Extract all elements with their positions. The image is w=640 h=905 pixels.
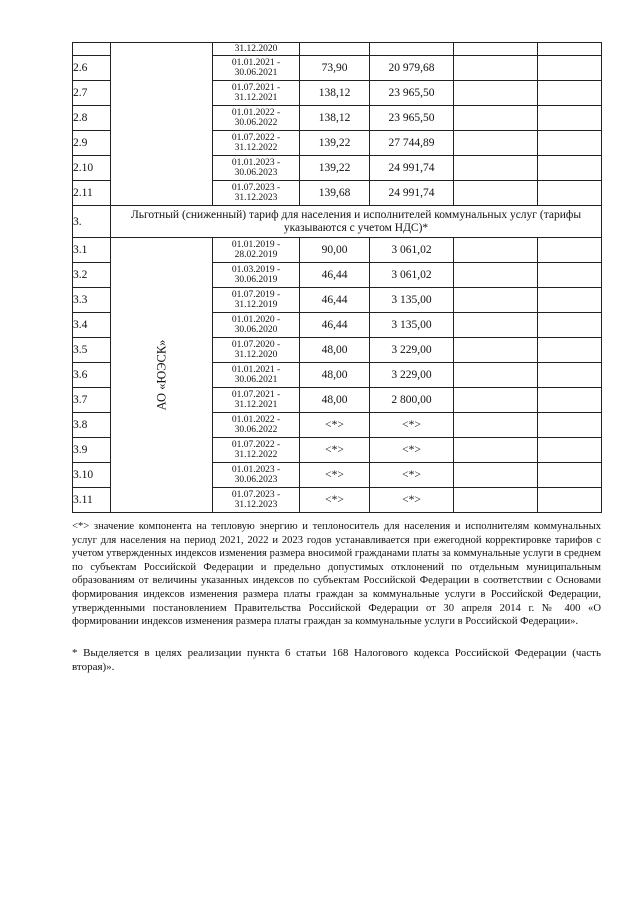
row-empty-cell: [538, 288, 602, 313]
tariff-table-bottom-section: [73, 238, 602, 513]
row-number: 3.9: [73, 438, 111, 463]
row-empty-cell: [538, 313, 602, 338]
row-number: 2.6: [73, 56, 111, 81]
row-value-1: <*>: [300, 488, 370, 513]
row-period: 01.07.2019 - 31.12.2019: [213, 288, 300, 313]
row-value-2: <*>: [370, 488, 454, 513]
row-period: 01.01.2022 - 30.06.2022: [213, 413, 300, 438]
organization-cell: [111, 238, 213, 513]
row-number: 3.4: [73, 313, 111, 338]
row-period: 01.01.2020 - 30.06.2020: [213, 313, 300, 338]
row-value-1: 48,00: [300, 363, 370, 388]
row-empty-cell: [454, 388, 538, 413]
row-number: 3.5: [73, 338, 111, 363]
row-empty-cell: [454, 313, 538, 338]
footnote-vat: * Выделяется в целях реализации пункта 6 статьи 168 Налогового кодекса Российской Федерации (часть вторая)».: [72, 646, 601, 673]
row-value-1: 139,22: [300, 156, 370, 181]
row-period: 01.07.2022 - 31.12.2022: [213, 131, 300, 156]
row-period: 01.01.2021 - 30.06.2021: [213, 56, 300, 81]
row-empty-cell: [454, 131, 538, 156]
row-empty-cell: [538, 413, 602, 438]
row-empty-cell: [454, 288, 538, 313]
row-value-1: 46,44: [300, 288, 370, 313]
row-empty-cell: [538, 43, 602, 56]
row-number: 3.6: [73, 363, 111, 388]
organization-cell: [111, 43, 213, 206]
row-period: 01.01.2023 - 30.06.2023: [213, 156, 300, 181]
row-number: 2.9: [73, 131, 111, 156]
row-period: 01.07.2023 - 31.12.2023: [213, 181, 300, 206]
row-period: 01.01.2023 - 30.06.2023: [213, 463, 300, 488]
row-empty-cell: [454, 363, 538, 388]
organization-name: АО «ЮЭСК»: [154, 339, 168, 411]
row-number: 2.11: [73, 181, 111, 206]
row-empty-cell: [454, 438, 538, 463]
row-period: 31.12.2020: [213, 43, 300, 56]
row-value-1: <*>: [300, 413, 370, 438]
row-value-1: 138,12: [300, 106, 370, 131]
section-3-title: Льготный (сниженный) тариф для населения и исполнителей коммунальных услуг (тарифы указываются с учетом НДС)*: [111, 206, 602, 238]
tariff-table: [72, 42, 602, 513]
row-empty-cell: [538, 238, 602, 263]
row-period: 01.03.2019 - 30.06.2019: [213, 263, 300, 288]
table-row: [73, 238, 602, 263]
row-period: 01.01.2022 - 30.06.2022: [213, 106, 300, 131]
row-value-2: 3 229,00: [370, 338, 454, 363]
row-value-1: <*>: [300, 463, 370, 488]
row-value-2: <*>: [370, 438, 454, 463]
row-value-1: 48,00: [300, 388, 370, 413]
row-empty-cell: [538, 263, 602, 288]
row-value-1: 139,68: [300, 181, 370, 206]
row-number: 2.8: [73, 106, 111, 131]
row-empty-cell: [454, 106, 538, 131]
row-value-1: 139,22: [300, 131, 370, 156]
row-period: 01.01.2019 - 28.02.2019: [213, 238, 300, 263]
row-number: 2.7: [73, 81, 111, 106]
row-empty-cell: [454, 56, 538, 81]
row-period: 01.07.2021 - 31.12.2021: [213, 388, 300, 413]
row-value-2: 3 135,00: [370, 313, 454, 338]
footnote-asterisk-brackets: <*> значение компонента на тепловую энергию и теплоноситель для населения и исполнителям коммунальных услуг для населения на период 2021, 2022 и 2023 годов устанавливается при ежегодной корректировке тарифов с учетом утвержденных индексов изменения размера вносимой гражданами платы за коммунальные услуги в среднем по субъектам Российской Федерации и предельно допустимых отклонений по отдельным муниципальным образованиям от величины указанных индексов по субъектам Российской Федерации в соответствии с Основами формирования индексов изменения размера платы граждан за коммунальные услуги в Российской Федерации, утвержденными постановлением Правительства Российской Федерации от 30 апреля 2014 г. № 400 «О формировании индексов изменения размера платы граждан за коммунальные услуги в Российской Федерации».: [72, 521, 601, 628]
row-number: 3.10: [73, 463, 111, 488]
row-number: 3.11: [73, 488, 111, 513]
row-empty-cell: [454, 181, 538, 206]
row-empty-cell: [538, 463, 602, 488]
row-value-1: <*>: [300, 438, 370, 463]
row-empty-cell: [454, 81, 538, 106]
row-empty-cell: [538, 81, 602, 106]
row-empty-cell: [454, 43, 538, 56]
row-empty-cell: [454, 238, 538, 263]
row-number: 3.7: [73, 388, 111, 413]
row-number: 3.8: [73, 413, 111, 438]
row-empty-cell: [538, 488, 602, 513]
row-value-1: 46,44: [300, 263, 370, 288]
row-number: 3.2: [73, 263, 111, 288]
row-value-1: 73,90: [300, 56, 370, 81]
notes-block: [72, 520, 601, 674]
row-empty-cell: [538, 106, 602, 131]
row-empty-cell: [538, 438, 602, 463]
row-period: 01.07.2023 - 31.12.2023: [213, 488, 300, 513]
row-value-1: 48,00: [300, 338, 370, 363]
row-period: 01.07.2020 - 31.12.2020: [213, 338, 300, 363]
row-value-2: 2 800,00: [370, 388, 454, 413]
section-3-number: 3.: [73, 206, 111, 238]
row-empty-cell: [538, 388, 602, 413]
row-period: 01.07.2022 - 31.12.2022: [213, 438, 300, 463]
row-value-2: [370, 43, 454, 56]
row-empty-cell: [454, 156, 538, 181]
row-value-2: 3 061,02: [370, 238, 454, 263]
row-empty-cell: [538, 363, 602, 388]
section-3-header-row: [73, 206, 602, 238]
row-value-2: 3 135,00: [370, 288, 454, 313]
row-value-2: 24 991,74: [370, 156, 454, 181]
row-number: [73, 43, 111, 56]
row-value-2: 20 979,68: [370, 56, 454, 81]
row-number: 2.10: [73, 156, 111, 181]
row-value-2: 27 744,89: [370, 131, 454, 156]
row-value-2: 3 229,00: [370, 363, 454, 388]
row-period: 01.07.2021 - 31.12.2021: [213, 81, 300, 106]
row-value-2: 23 965,50: [370, 81, 454, 106]
tariff-table-section-3-header: [73, 206, 602, 238]
row-value-1: 138,12: [300, 81, 370, 106]
tariff-table-top-section: [73, 43, 602, 206]
row-value-2: <*>: [370, 463, 454, 488]
row-empty-cell: [454, 488, 538, 513]
row-value-2: <*>: [370, 413, 454, 438]
row-empty-cell: [538, 338, 602, 363]
row-period: 01.01.2021 - 30.06.2021: [213, 363, 300, 388]
row-value-1: [300, 43, 370, 56]
row-number: 3.3: [73, 288, 111, 313]
row-value-1: 90,00: [300, 238, 370, 263]
row-empty-cell: [454, 263, 538, 288]
row-empty-cell: [538, 156, 602, 181]
row-empty-cell: [538, 181, 602, 206]
row-value-2: 23 965,50: [370, 106, 454, 131]
row-empty-cell: [538, 56, 602, 81]
table-row: [73, 43, 602, 56]
row-empty-cell: [454, 338, 538, 363]
row-value-1: 46,44: [300, 313, 370, 338]
row-value-2: 24 991,74: [370, 181, 454, 206]
row-empty-cell: [454, 413, 538, 438]
row-number: 3.1: [73, 238, 111, 263]
row-empty-cell: [538, 131, 602, 156]
row-value-2: 3 061,02: [370, 263, 454, 288]
row-empty-cell: [454, 463, 538, 488]
